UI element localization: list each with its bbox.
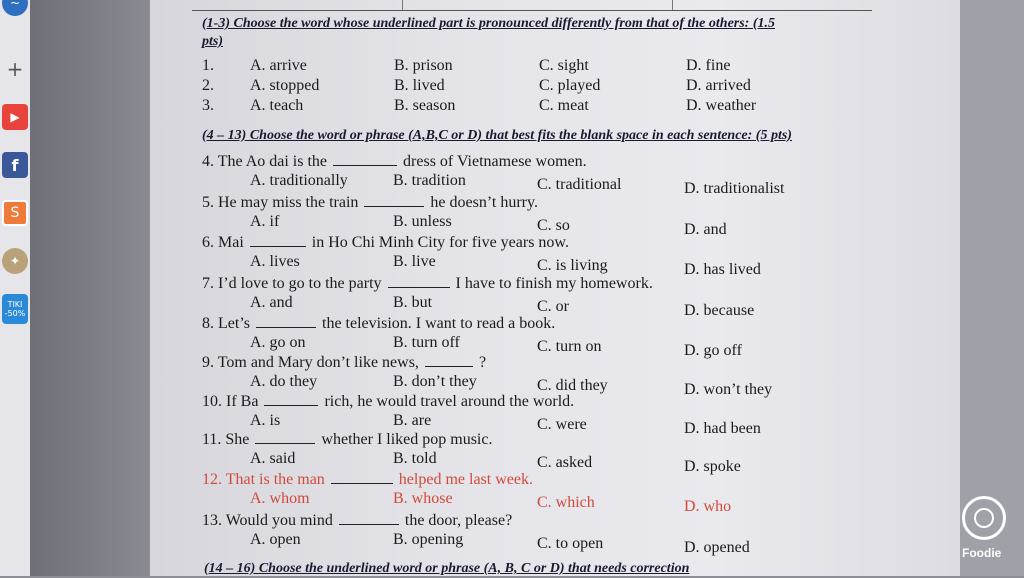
option-c: C. asked	[537, 454, 593, 471]
question-stem	[202, 512, 512, 530]
question-text: 7. I’d love to go to the party	[202, 275, 382, 292]
answer-blank	[339, 512, 399, 525]
option-d: D. traditionalist	[684, 180, 785, 197]
question-text-after: the door, please?	[404, 512, 513, 529]
answer-blank	[331, 471, 393, 484]
item-number: 3.	[202, 97, 214, 114]
option-a: A. teach	[250, 97, 304, 114]
option-b: B. but	[393, 294, 433, 311]
answer-blank	[250, 234, 306, 247]
question-text: 13. Would you mind	[202, 512, 333, 529]
option-b: B. unless	[393, 213, 452, 230]
question-stem	[202, 393, 574, 411]
answer-blank	[264, 393, 318, 406]
table-rule	[192, 10, 872, 11]
section-1-heading: (1-3) Choose the word whose underlined part is pronounced differently from that of the others: (1.5	[202, 16, 776, 31]
youtube-icon[interactable]: ▶	[2, 104, 28, 130]
table-cell-divider	[402, 0, 403, 10]
option-d: D. had been	[684, 420, 761, 437]
table-cell-divider	[672, 0, 673, 10]
option-a: A. do they	[250, 373, 318, 390]
option-a: A. is	[250, 412, 281, 429]
section-3-heading: (14 – 16) Choose the underlined word or phrase (A, B, C or D) that needs correction	[204, 561, 690, 576]
item-number: 1.	[202, 57, 214, 74]
question-stem	[202, 275, 653, 293]
option-d: D. won’t they	[684, 381, 773, 398]
option-a: A. whom	[250, 490, 310, 507]
question-text: 10. If Ba	[202, 393, 259, 410]
option-c: C. turn on	[537, 338, 602, 355]
question-text: 4. The Ao dai is the	[202, 153, 328, 170]
option-d: D. spoke	[684, 458, 741, 475]
option-b: B. told	[393, 450, 437, 467]
background-shadow	[30, 0, 150, 576]
option-b: B. prison	[394, 57, 453, 74]
option-c: C. so	[537, 217, 570, 234]
option-b: B. season	[394, 97, 456, 114]
foodie-logo-icon	[962, 496, 1006, 540]
option-c: C. did they	[537, 377, 608, 394]
foodie-watermark: Foodie	[962, 546, 1002, 560]
option-a: A. lives	[250, 253, 300, 270]
messenger-icon[interactable]: ~	[2, 0, 28, 16]
option-a: A. go on	[250, 334, 306, 351]
tiki-label: TIKI	[7, 300, 23, 309]
item-number: 2.	[202, 77, 214, 94]
option-c: C. to open	[537, 535, 604, 552]
question-stem	[202, 354, 486, 372]
option-a: A. stopped	[250, 77, 320, 94]
answer-blank	[256, 315, 316, 328]
section-2-heading: (4 – 13) Choose the word or phrase (A,B,C or D) that best fits the blank space in each sentence: (5 pts)	[202, 128, 792, 143]
question-text-after: I have to finish my homework.	[455, 275, 653, 292]
question-text: 8. Let’s	[202, 315, 250, 332]
question-text-after: in Ho Chi Minh City for five years now.	[311, 234, 569, 251]
answer-blank	[333, 153, 397, 166]
browser-sidebar	[0, 0, 30, 576]
question-text-after: he doesn’t hurry.	[430, 194, 538, 211]
question-stem	[202, 234, 569, 252]
question-stem	[202, 471, 533, 489]
option-d: D. has lived	[684, 261, 761, 278]
option-d: D. because	[684, 302, 755, 319]
question-text-after: whether I liked pop music.	[321, 431, 493, 448]
option-a: A. open	[250, 531, 301, 548]
option-c: C. played	[539, 77, 601, 94]
option-c: C. which	[537, 494, 595, 511]
option-d: D. and	[684, 221, 727, 238]
option-b: B. turn off	[393, 334, 460, 351]
option-b: B. don’t they	[393, 373, 477, 390]
option-a: A. traditionally	[250, 172, 348, 189]
question-text-after: ?	[478, 354, 487, 371]
option-b: B. tradition	[393, 172, 466, 189]
answer-blank	[364, 194, 424, 207]
option-d: D. fine	[686, 57, 731, 74]
option-a: A. if	[250, 213, 280, 230]
option-c: C. traditional	[537, 176, 622, 193]
option-b: B. live	[393, 253, 436, 270]
option-c: C. sight	[539, 57, 589, 74]
question-text: 5. He may miss the train	[202, 194, 359, 211]
question-text-after: the television. I want to read a book.	[322, 315, 556, 332]
option-b: B. are	[393, 412, 432, 429]
question-stem	[202, 194, 538, 212]
option-d: D. opened	[684, 539, 750, 556]
section-1-heading-cont: pts)	[202, 34, 223, 49]
option-b: B. opening	[393, 531, 464, 548]
question-text: 6. Mai	[202, 234, 244, 251]
tiki-sale-icon[interactable]	[2, 294, 28, 324]
right-background	[960, 0, 1024, 576]
tiki-discount: -50%	[4, 309, 26, 318]
option-d: D. go off	[684, 342, 742, 359]
question-stem	[202, 315, 555, 333]
option-b: B. whose	[393, 490, 453, 507]
question-text-after: helped me last week.	[398, 471, 533, 488]
answer-blank	[255, 431, 315, 444]
option-a: A. said	[250, 450, 296, 467]
option-c: C. is living	[537, 257, 608, 274]
question-text: 9. Tom and Mary don’t like news,	[202, 354, 419, 371]
question-text-after: rich, he would travel around the world.	[324, 393, 575, 410]
add-icon[interactable]: +	[6, 57, 24, 81]
option-a: A. arrive	[250, 57, 307, 74]
shopee-icon[interactable]: S	[2, 200, 28, 226]
option-d: D. who	[684, 498, 732, 515]
option-c: C. meat	[539, 97, 589, 114]
question-stem	[202, 153, 587, 171]
option-c: C. or	[537, 298, 569, 315]
question-text: 12. That is the man	[202, 471, 325, 488]
option-d: D. arrived	[686, 77, 751, 94]
question-stem	[202, 431, 492, 449]
game-icon[interactable]: ✦	[2, 248, 28, 274]
option-a: A. and	[250, 294, 293, 311]
question-text: 11. She	[202, 431, 250, 448]
option-c: C. were	[537, 416, 587, 433]
option-d: D. weather	[686, 97, 757, 114]
answer-blank	[388, 275, 450, 288]
question-text-after: dress of Vietnamese women.	[403, 153, 587, 170]
option-b: B. lived	[394, 77, 445, 94]
answer-blank	[425, 354, 473, 367]
facebook-icon[interactable]: f	[2, 152, 28, 178]
